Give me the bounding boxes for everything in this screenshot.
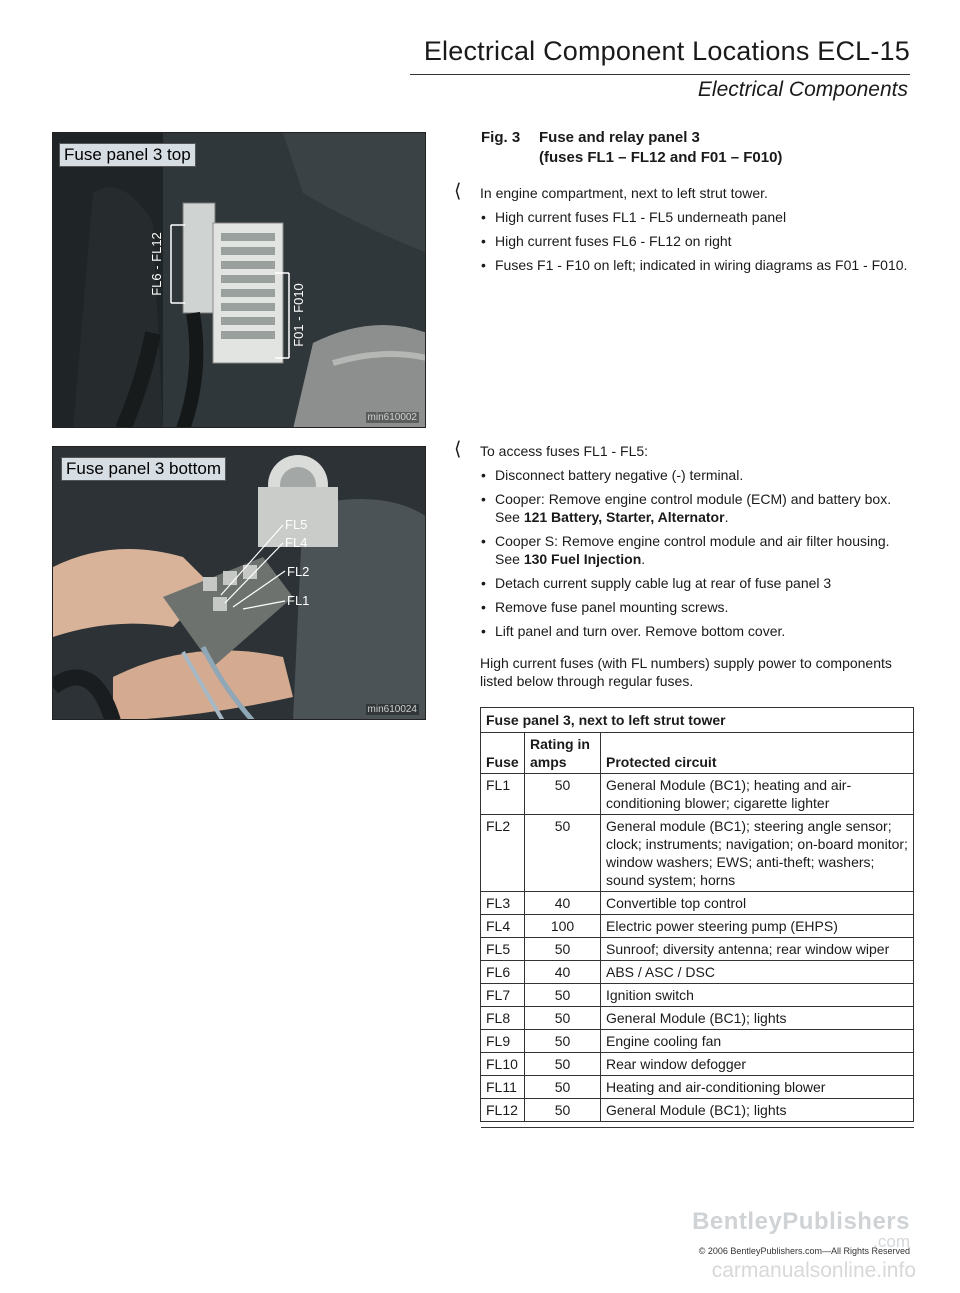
list-item: • Disconnect battery negative (-) terminal. — [481, 466, 914, 484]
rating-cell: 100 — [525, 915, 601, 938]
rating-cell: 50 — [525, 938, 601, 961]
figure-title-line1: Fuse and relay panel 3 — [539, 129, 700, 146]
table-row — [481, 1076, 914, 1099]
list-item: • Fuses F1 - F10 on left; indicated in wiring diagrams as F01 - F010. — [481, 256, 914, 274]
table-row — [481, 774, 914, 815]
rating-cell: 50 — [525, 984, 601, 1007]
fuse-id-cell: FL2 — [481, 815, 525, 892]
circuit-cell: Electric power steering pump (EHPS) — [601, 915, 914, 938]
circuit-cell: Rear window defogger — [601, 1053, 914, 1076]
fuse-id-cell: FL4 — [481, 915, 525, 938]
table-row — [481, 961, 914, 984]
rating-cell: 40 — [525, 892, 601, 915]
access-intro — [454, 439, 914, 460]
circuit-cell: Ignition switch — [601, 984, 914, 1007]
photo-label: Fuse panel 3 bottom — [61, 457, 226, 481]
table-row — [481, 1053, 914, 1076]
list-item — [481, 490, 914, 526]
page-subtitle: Electrical Components — [697, 78, 908, 101]
page-title: Electrical Component Locations ECL-15 — [423, 36, 910, 66]
circuit-cell: Convertible top control — [601, 892, 914, 915]
table-row — [481, 1030, 914, 1053]
rating-cell: 50 — [525, 1076, 601, 1099]
table-row — [481, 1007, 914, 1030]
watermark: carmanualsonline.info — [711, 1259, 916, 1282]
arrow-left-icon: ⟨ — [454, 439, 462, 460]
column-header: Rating in amps — [525, 733, 601, 774]
table-row — [481, 815, 914, 892]
copyright: © 2006 BentleyPublishers.com—All Rights Reserved — [698, 1246, 910, 1256]
fuse-id-cell: FL1 — [481, 774, 525, 815]
fuse-table — [480, 707, 914, 1128]
rating-cell: 50 — [525, 1030, 601, 1053]
list-item: • Lift panel and turn over. Remove bottom cover. — [481, 622, 914, 640]
cross-reference: 130 Fuel Injection — [523, 551, 642, 567]
callout-fl4: FL4 — [285, 535, 308, 550]
fuse-panel-bottom-illustration — [53, 447, 426, 720]
location-bullets — [454, 208, 914, 274]
table-body — [481, 774, 914, 1122]
circuit-cell: Sunroof; diversity antenna; rear window wiper — [601, 938, 914, 961]
location-notes — [454, 181, 914, 280]
location-intro — [454, 181, 914, 202]
rating-cell: 50 — [525, 1053, 601, 1076]
fuse-id-cell: FL8 — [481, 1007, 525, 1030]
photo-code: min610024 — [367, 704, 417, 715]
access-intro-text: To access fuses FL1 - FL5: — [480, 443, 649, 459]
rating-cell: 40 — [525, 961, 601, 984]
rating-cell: 50 — [525, 774, 601, 815]
figure-title-line2: (fuses FL1 – FL12 and F01 – F010) — [539, 149, 783, 166]
arrow-left-icon: ⟨ — [454, 181, 462, 202]
table-end-cell — [481, 1122, 914, 1128]
publisher-name: BentleyPublishers — [692, 1208, 910, 1235]
rating-cell: 50 — [525, 815, 601, 892]
table-header-row — [481, 733, 914, 774]
list-item: • Detach current supply cable lug at rear of fuse panel 3 — [481, 574, 914, 592]
table-row — [481, 984, 914, 1007]
table-end — [481, 1122, 914, 1128]
list-item: • Remove fuse panel mounting screws. — [481, 598, 914, 616]
fuse-id-cell: FL7 — [481, 984, 525, 1007]
callout-fl6-fl12: FL6 - FL12 — [149, 232, 164, 296]
publisher-domain: .com — [873, 1232, 910, 1251]
table-row — [481, 938, 914, 961]
rating-cell: 50 — [525, 1099, 601, 1122]
photo-label: Fuse panel 3 top — [59, 143, 196, 167]
callout-f01-f010: F01 - F010 — [291, 283, 306, 347]
list-item: • High current fuses FL6 - FL12 on right — [481, 232, 914, 250]
high-current-paragraph: High current fuses (with FL numbers) supply power to components listed below through regular fuses. — [480, 655, 892, 689]
location-intro-text: In engine compartment, next to left strut tower. — [480, 185, 768, 201]
circuit-cell: General Module (BC1); lights — [601, 1099, 914, 1122]
fuse-id-cell: FL9 — [481, 1030, 525, 1053]
circuit-cell: General module (BC1); steering angle sensor; clock; instruments; navigation; on-board monitor; window washers; EWS; anti-theft; washers; sound system; horns — [601, 815, 914, 892]
list-item: • High current fuses FL1 - FL5 underneath panel — [481, 208, 914, 226]
header-rule — [410, 74, 910, 75]
fuse-panel-top-illustration — [53, 133, 426, 428]
rating-cell: 50 — [525, 1007, 601, 1030]
fuse-panel-top-photo — [52, 132, 426, 428]
list-item-text: Cooper S: Remove engine control module and air filter housing. See — [495, 533, 890, 567]
table-row — [481, 915, 914, 938]
list-item — [481, 532, 914, 568]
access-bullets — [454, 466, 914, 640]
list-item-text: Cooper: Remove engine control module (ECM) and battery box. See — [495, 491, 892, 525]
callout-fl1: FL1 — [287, 593, 310, 608]
circuit-cell: Heating and air-conditioning blower — [601, 1076, 914, 1099]
figure-number: Fig. 3 — [481, 129, 521, 146]
list-item-end: . — [724, 509, 729, 525]
access-procedure — [454, 439, 914, 646]
fuse-id-cell: FL3 — [481, 892, 525, 915]
circuit-cell: General Module (BC1); heating and air-conditioning blower; cigarette lighter — [601, 774, 914, 815]
callout-fl5: FL5 — [285, 517, 308, 532]
fuse-id-cell: FL12 — [481, 1099, 525, 1122]
callout-fl2: FL2 — [287, 564, 310, 579]
table-row — [481, 1099, 914, 1122]
photo-code: min610002 — [367, 412, 417, 423]
page-header — [424, 36, 910, 67]
fuse-id-cell: FL11 — [481, 1076, 525, 1099]
cross-reference: 121 Battery, Starter, Alternator — [523, 509, 725, 525]
fuse-id-cell: FL10 — [481, 1053, 525, 1076]
circuit-cell: ABS / ASC / DSC — [601, 961, 914, 984]
table-caption: Fuse panel 3, next to left strut tower — [481, 708, 914, 733]
fuse-id-cell: FL5 — [481, 938, 525, 961]
figure-caption — [481, 128, 782, 168]
list-item-end: . — [641, 551, 646, 567]
column-header: Protected circuit — [601, 733, 914, 774]
column-header: Fuse — [481, 733, 525, 774]
fuse-panel-bottom-photo — [52, 446, 426, 720]
circuit-cell: Engine cooling fan — [601, 1030, 914, 1053]
fuse-id-cell: FL6 — [481, 961, 525, 984]
circuit-cell: General Module (BC1); lights — [601, 1007, 914, 1030]
table-row — [481, 892, 914, 915]
